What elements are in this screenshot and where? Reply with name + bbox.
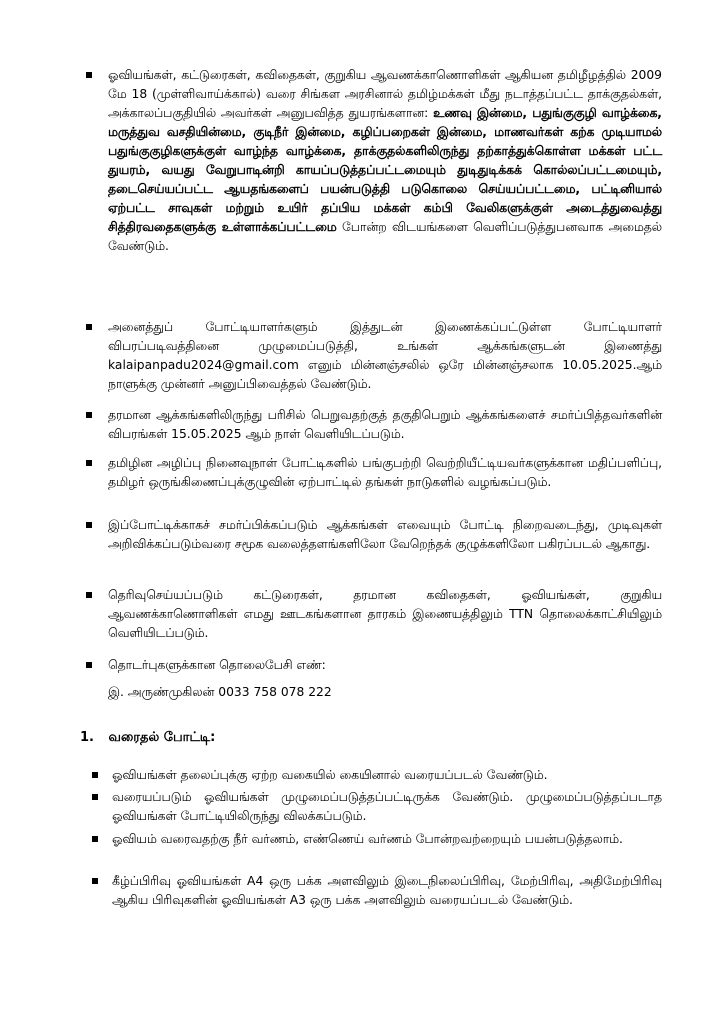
- bullet-text: அனைத்துப் போட்டியாளர்களும் இத்துடன் இணைக்கப்பட்டுள்ள போட்டியாளர் விபரப்படிவத்தினை முழுமைப்படுத்தி, உங்கள் ஆக்கங்களுடன் இணைத்து kalaipanpadu2024@gmail.com எனும் மின்னஞ்சலில் ஒரே மின்னஞ்சலாக 10.05.2025.ஆம் நாளுக்கு முன்னர் அனுப்பிவைத்தல் வேண்டும்.: [108, 320, 662, 391]
- bullet-bold-text: உணவு இன்மை, பதுங்குகுழி வாழ்க்கை, மருத்துவ வசதியின்மை, குடிநீர் இன்மை, கழிப்பறைகள் இன்மை, மாணவர்கள் கற்க முடியாமல் பதுங்குகுழிகளுக்குள் வாழ்ந்த வாழ்க்கை, தாக்குதல்களிலிருந்து தற்காத்துக்கொள்ள மக்கள் பட்ட துயரம், வயது வேறுபாடின்றி காயப்படுத்தப்பட்டமையும் துடிதுடிக்கக் கொல்லப்பட்டமையும், தடைசெய்யப்பட்ட ஆயதங்களைப் பயன்படுத்தி படுகொலை செய்யப்பட்டமை, பட்டினியால் ஏற்பட்ட சாவுகள் மற்றும் உயிர் தப்பிய மக்கள் கம்பி வேலிகளுக்குள் அடைத்துவைத்து சித்திரவதைகளுக்கு உள்ளாக்கப்பட்டமை: [108, 106, 662, 234]
- bullet-item-submission: [108, 318, 662, 394]
- bullet-item-topics: [108, 66, 662, 256]
- sub-bullet-item: [112, 766, 662, 785]
- section-heading: [80, 728, 215, 748]
- bullet-square-icon: [86, 460, 92, 466]
- bullet-square-icon: [86, 662, 92, 668]
- section-title: வரைதல் போட்டி:: [108, 730, 216, 745]
- bullet-square-icon: [92, 772, 98, 778]
- bullet-paragraph: [108, 66, 662, 256]
- sub-bullet-text: கீழ்ப்பிரிவு ஓவியங்கள் A4 ஒரு பக்க அளவிலும் இடைநிலைப்பிரிவு, மேற்பிரிவு, அதிமேற்பிரிவு ஆகிய பிரிவுகளின் ஓவியங்கள் A3 ஒரு பக்க அளவிலும் வரையப்படல் வேண்டும்.: [112, 874, 662, 907]
- bullet-item-contact: [108, 656, 662, 702]
- bullet-square-icon: [92, 794, 98, 800]
- sub-bullet-item: [112, 872, 662, 910]
- bullet-text: தரமான ஆக்கங்களிலிருந்து பரிசில் பெறுவதற்குத் தகுதிபெறும் ஆக்கங்களைச் சமர்ப்பித்தவர்களின் விபரங்கள் 15.05.2025 ஆம் நாள் வெளியிடப்படும்.: [108, 408, 662, 441]
- bullet-item-awards: [108, 454, 662, 492]
- bullet-square-icon: [92, 878, 98, 884]
- sub-bullet-item: [112, 788, 662, 826]
- bullet-square-icon: [86, 592, 92, 598]
- bullet-square-icon: [86, 522, 92, 528]
- bullet-square-icon: [86, 412, 92, 418]
- bullet-tail-text: போன்ற விடயங்களை வெளிப்படுத்துபனவாக அமைதல் வேண்டும்.: [108, 220, 662, 253]
- bullet-text: தெரிவுசெய்யப்படும் கட்டுரைகள், தரமான கவிதைகள், ஓவியங்கள், குறுகிய ஆவணக்காணொளிகள் எமது ஊடகங்களான தாரகம் இணையத்திலும் TTN தொலைக்காட்சியிலும் வெளியிடப்படும்.: [108, 588, 662, 640]
- bullet-text: தொடர்புகளுக்கான தொலைபேசி எண்:: [108, 658, 326, 672]
- bullet-item-no-sharing: [108, 516, 662, 554]
- bullet-item-publication: [108, 586, 662, 643]
- section-number: 1.: [80, 730, 94, 745]
- bullet-text: தமிழின அழிப்பு நினைவுநாள் போட்டிகளில் பங்குபற்றி வெற்றியீட்டியவர்களுக்கான மதிப்பளிப்பு, தமிழர் ஒருங்கிணைப்புக்குழுவின் ஏற்பாட்டில் தங்கள் நாடுகளில் வழங்கப்படும்.: [108, 456, 662, 489]
- bullet-item-results: [108, 406, 662, 444]
- sub-bullet-text: வரையப்படும் ஓவியங்கள் முழுமைப்படுத்தப்பட்டிருக்க வேண்டும். முழுமைப்படுத்தப்படாத ஓவியங்கள் போட்டியிலிருந்து விலக்கப்படும்.: [112, 790, 662, 823]
- bullet-square-icon: [92, 836, 98, 842]
- bullet-text: இப்போட்டிக்காகச் சமர்ப்பிக்கப்படும் ஆக்கங்கள் எவையும் போட்டி நிறைவடைந்து, முடிவுகள் அறிவிக்கப்படும்வரை சமூக வலைத்தளங்களிலோ வேறெந்தக் குழுக்களிலோ பகிரப்படல் ஆகாது.: [108, 518, 662, 551]
- bullet-square-icon: [86, 324, 92, 330]
- sub-bullet-item: [112, 830, 662, 849]
- bullet-text: ஓவியங்கள், கட்டுரைகள், கவிதைகள், குறுகிய ஆவணக்காணொளிகள் ஆகியன தமிழீழத்தில் 2009 மே 18 (முள்ளிவாய்க்கால்) வரை சிங்கள அரசினால் தமிழ்மக்கள் மீது நடாத்தப்பட்ட தாக்குதல்கள், அக்காலப்பகுதியில் அவர்கள் அனுபவித்த துயரங்களான:: [108, 68, 662, 120]
- sub-bullet-text: ஓவியங்கள் தலைப்புக்கு ஏற்ற வகையில் கையினால் வரையப்படல் வேண்டும்.: [112, 768, 548, 782]
- contact-line: இ. அருண்முகிலன் 0033 758 078 222: [108, 685, 332, 699]
- bullet-square-icon: [86, 72, 92, 78]
- sub-bullet-text: ஓவியம் வரைவதற்கு நீர் வர்ணம், எண்ணெய் வர்ணம் போன்றவற்றையும் பயன்படுத்தலாம்.: [112, 832, 623, 846]
